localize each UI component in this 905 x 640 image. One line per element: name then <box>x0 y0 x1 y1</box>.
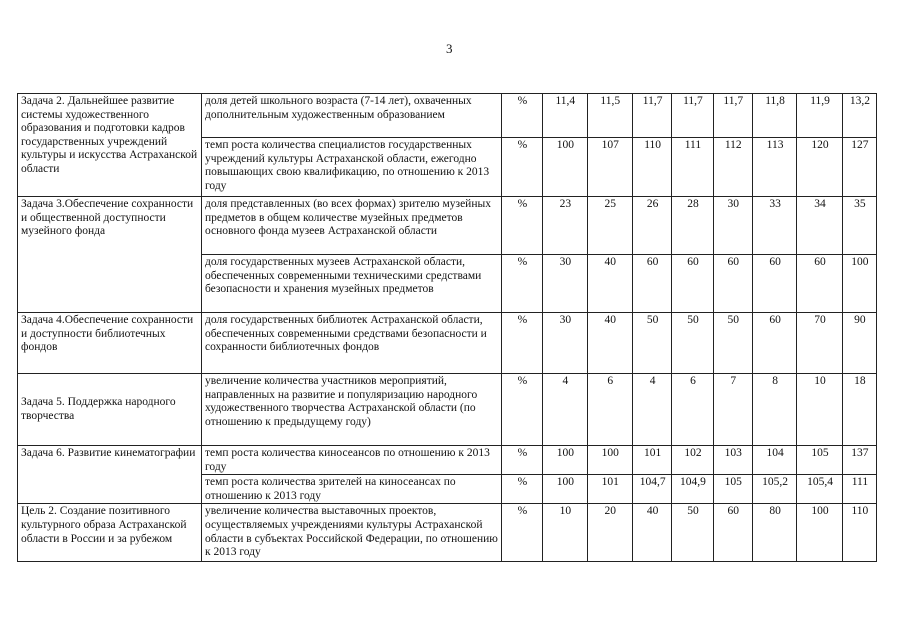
value-cell: 4 <box>543 374 587 446</box>
indicator-cell: доля детей школьного возраста (7-14 лет), охваченных дополнительным художественным образованием <box>201 94 501 138</box>
value-cell: 20 <box>587 504 632 562</box>
value-cell: 10 <box>797 374 842 446</box>
value-cell: 7 <box>713 374 752 446</box>
unit-cell: % <box>501 475 542 504</box>
unit-cell: % <box>501 446 542 475</box>
indicator-cell: увеличение количества выставочных проектов, осуществляемых учреждениями культуры Астраханской области в субъектах Российской Федерации, по отношению к 2013 году <box>201 504 501 562</box>
value-cell: 60 <box>752 313 796 374</box>
value-cell: 11,4 <box>543 94 587 138</box>
value-cell: 100 <box>543 475 587 504</box>
value-cell: 90 <box>842 313 876 374</box>
value-cell: 60 <box>752 255 796 313</box>
value-cell: 100 <box>543 446 587 475</box>
value-cell: 60 <box>797 255 842 313</box>
value-cell: 60 <box>633 255 672 313</box>
value-cell: 110 <box>842 504 876 562</box>
unit-cell: % <box>501 374 542 446</box>
goal-cell: Задача 3.Обеспечение сохранности и общественной доступности музейного фонда <box>18 197 202 313</box>
table-row <box>18 446 877 475</box>
value-cell: 101 <box>587 475 632 504</box>
value-cell: 105,4 <box>797 475 842 504</box>
value-cell: 60 <box>672 255 713 313</box>
value-cell: 112 <box>713 138 752 197</box>
table-row <box>18 504 877 562</box>
value-cell: 11,8 <box>752 94 796 138</box>
unit-cell: % <box>501 504 542 562</box>
indicator-cell: темп роста количества специалистов государственных учреждений культуры Астраханской области, ежегодно повышающих свою квалификацию, по отношению к 2013 году <box>201 138 501 197</box>
value-cell: 80 <box>752 504 796 562</box>
value-cell: 26 <box>633 197 672 255</box>
value-cell: 60 <box>713 255 752 313</box>
value-cell: 103 <box>713 446 752 475</box>
value-cell: 40 <box>587 313 632 374</box>
value-cell: 11,9 <box>797 94 842 138</box>
value-cell: 100 <box>587 446 632 475</box>
value-cell: 107 <box>587 138 632 197</box>
value-cell: 30 <box>713 197 752 255</box>
table-row <box>18 94 877 138</box>
value-cell: 104 <box>752 446 796 475</box>
unit-cell: % <box>501 255 542 313</box>
value-cell: 101 <box>633 446 672 475</box>
table-row <box>18 374 877 446</box>
value-cell: 50 <box>672 504 713 562</box>
value-cell: 50 <box>672 313 713 374</box>
value-cell: 120 <box>797 138 842 197</box>
value-cell: 35 <box>842 197 876 255</box>
value-cell: 40 <box>633 504 672 562</box>
value-cell: 104,7 <box>633 475 672 504</box>
page-number: 3 <box>446 41 453 56</box>
goal-cell: Задача 2. Дальнейшее развитие системы художественного образования и подготовки кадров государственных учреждений культуры и искусства Астраханской области <box>18 94 202 197</box>
value-cell: 6 <box>672 374 713 446</box>
indicator-cell: увеличение количества участников мероприятий, направленных на развитие и популяризацию народного художественного творчества Астраханской области (по отношению к предыдущему году) <box>201 374 501 446</box>
value-cell: 110 <box>633 138 672 197</box>
value-cell: 102 <box>672 446 713 475</box>
value-cell: 50 <box>633 313 672 374</box>
value-cell: 28 <box>672 197 713 255</box>
value-cell: 13,2 <box>842 94 876 138</box>
value-cell: 8 <box>752 374 796 446</box>
value-cell: 105 <box>713 475 752 504</box>
table-row <box>18 313 877 374</box>
value-cell: 33 <box>752 197 796 255</box>
value-cell: 10 <box>543 504 587 562</box>
value-cell: 104,9 <box>672 475 713 504</box>
value-cell: 30 <box>543 313 587 374</box>
value-cell: 18 <box>842 374 876 446</box>
indicator-cell: темп роста количества зрителей на киносеансах по отношению к 2013 году <box>201 475 501 504</box>
goal-cell: Задача 4.Обеспечение сохранности и доступности библиотечных фондов <box>18 313 202 374</box>
indicator-cell: темп роста количества киносеансов по отношению к 2013 году <box>201 446 501 475</box>
table-row <box>18 197 877 255</box>
value-cell: 11,7 <box>672 94 713 138</box>
value-cell: 113 <box>752 138 796 197</box>
value-cell: 100 <box>842 255 876 313</box>
unit-cell: % <box>501 313 542 374</box>
value-cell: 40 <box>587 255 632 313</box>
indicators-table <box>17 93 877 562</box>
value-cell: 105,2 <box>752 475 796 504</box>
indicator-cell: доля государственных библиотек Астраханской области, обеспеченных современными средствами безопасности и сохранности библиотечных фондов <box>201 313 501 374</box>
value-cell: 105 <box>797 446 842 475</box>
value-cell: 25 <box>587 197 632 255</box>
indicator-cell: доля государственных музеев Астраханской области, обеспеченных современными техническими средствами безопасности и хранения музейных предметов <box>201 255 501 313</box>
indicator-cell: доля представленных (во всех формах) зрителю музейных предметов в общем количестве музейных предметов основного фонда музеев Астраханской области <box>201 197 501 255</box>
value-cell: 6 <box>587 374 632 446</box>
value-cell: 111 <box>672 138 713 197</box>
goal-cell: Цель 2. Создание позитивного культурного образа Астраханской области в России и за рубежом <box>18 504 202 562</box>
goal-cell: Задача 6. Развитие кинематографии <box>18 446 202 504</box>
value-cell: 100 <box>797 504 842 562</box>
value-cell: 127 <box>842 138 876 197</box>
value-cell: 11,7 <box>713 94 752 138</box>
value-cell: 100 <box>543 138 587 197</box>
unit-cell: % <box>501 94 542 138</box>
value-cell: 23 <box>543 197 587 255</box>
value-cell: 11,7 <box>633 94 672 138</box>
unit-cell: % <box>501 197 542 255</box>
unit-cell: % <box>501 138 542 197</box>
value-cell: 60 <box>713 504 752 562</box>
value-cell: 111 <box>842 475 876 504</box>
value-cell: 4 <box>633 374 672 446</box>
goal-cell: Задача 5. Поддержка народного творчества <box>18 374 202 446</box>
value-cell: 50 <box>713 313 752 374</box>
value-cell: 34 <box>797 197 842 255</box>
value-cell: 30 <box>543 255 587 313</box>
value-cell: 11,5 <box>587 94 632 138</box>
value-cell: 137 <box>842 446 876 475</box>
value-cell: 70 <box>797 313 842 374</box>
